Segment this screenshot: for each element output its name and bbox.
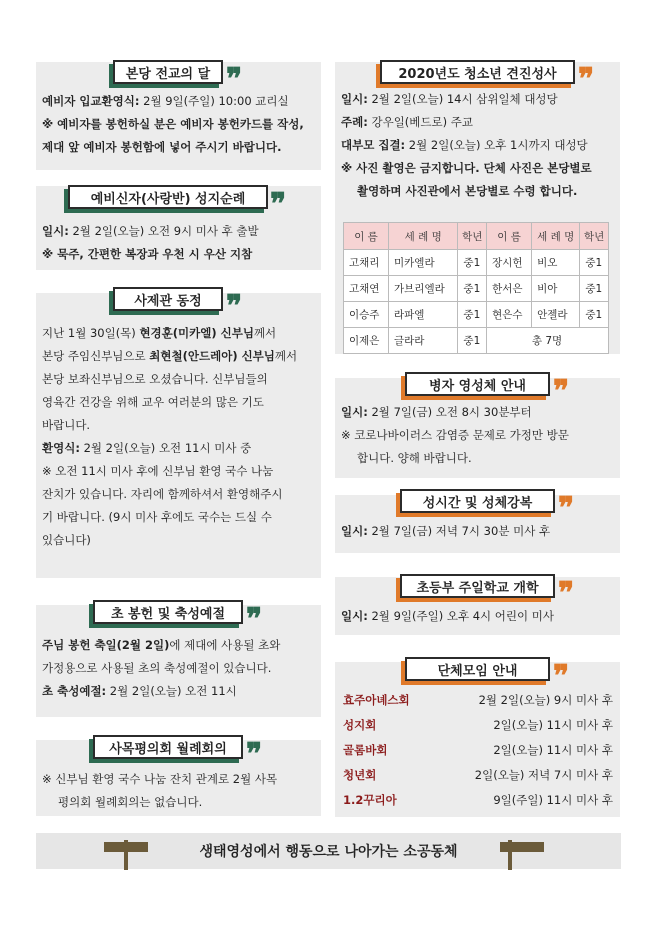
section-title-pilgrimage: 예비신자(사랑반) 성지순례	[68, 185, 268, 209]
table-cell: 중1	[458, 276, 487, 302]
table-header-row	[344, 223, 609, 250]
table-cell: 비오	[532, 250, 580, 276]
section-body-pilgrimage: 일시: 2월 2일(오늘) 오전 9시 미사 후 출발 ※ 묵주, 간편한 복장과 우천 시 우산 지참	[42, 224, 259, 261]
list-item: 골롬바회 2일(오늘) 11시 미사 후	[343, 743, 613, 757]
section-body-evangelization: 예비자 입교환영식: 2월 9일(주일) 10:00 교리실 ※ 예비자를 봉헌하실 분은 예비자 봉헌카드를 작성, 제대 앞 예비자 봉헌함에 넣어 주시기 바랍니다.	[42, 94, 304, 154]
table-cell: 중1	[580, 250, 609, 276]
quote-mark-icon: ❞	[270, 187, 287, 222]
section-title-candle-blessing: 초 봉헌 및 축성예절	[93, 600, 243, 624]
signpost-right-board-icon	[500, 842, 544, 852]
table-cell: 중1	[458, 250, 487, 276]
section-title-group-meetings: 단체모임 안내	[405, 657, 550, 681]
table-header-cell: 세 례 명	[389, 223, 458, 250]
table-cell: 글라라	[389, 328, 458, 354]
list-item: 효주아녜스회 2월 2일(오늘) 9시 미사 후	[343, 693, 613, 707]
table-cell: 장시헌	[487, 250, 532, 276]
section-title-council-meeting: 사목평의회 월례회의	[93, 735, 243, 759]
quote-mark-icon: ❞	[558, 491, 575, 526]
table-header-cell: 이 름	[344, 223, 389, 250]
footer-slogan: 생태영성에서 행동으로 나아가는 소공동체	[199, 844, 458, 860]
section-body-sunday-school: 일시: 2월 9일(주일) 오후 4시 어린이 미사	[341, 609, 554, 623]
list-item: 성지회 2일(오늘) 11시 미사 후	[343, 718, 613, 732]
quote-mark-icon: ❞	[553, 659, 570, 694]
table-header-cell: 이 름	[487, 223, 532, 250]
table-header-cell: 세 례 명	[532, 223, 580, 250]
quote-mark-icon: ❞	[553, 374, 570, 409]
section-title-evangelization: 본당 전교의 달	[113, 60, 223, 84]
section-body-council-meeting: ※ 신부님 환영 국수 나눔 잔치 관계로 2월 사목 평의회 월례회의는 없습니다.	[42, 772, 278, 809]
table-row	[344, 302, 609, 328]
table-cell: 고채리	[344, 250, 389, 276]
section-title-sick-communion: 병자 영성체 안내	[405, 372, 550, 396]
table-header-cell: 학년	[580, 223, 609, 250]
table-cell: 이제은	[344, 328, 389, 354]
quote-mark-icon: ❞	[246, 602, 263, 637]
table-cell: 라파엘	[389, 302, 458, 328]
section-title-confirmation: 2020년도 청소년 견진성사	[380, 60, 575, 84]
table-cell: 중1	[458, 302, 487, 328]
table-cell: 이승주	[344, 302, 389, 328]
list-item: 청년회 2일(오늘) 저녁 7시 미사 후	[343, 768, 613, 782]
quote-mark-icon: ❞	[246, 737, 263, 772]
section-body-rectory-news: 지난 1월 30일(목) 현경훈(미카엘) 신부님께서 본당 주임신부님으로 최현철(안드레아) 신부님께서 본당 보좌신부님으로 오셨습니다. 신부님들의 영육간 건강을 위해 교우 여러분의 많은 기도 바랍니다. 환영식: 2월 2일(오늘) 오전 11시 미사 중 ※ 오전 11시 미사 후에 신부님 환영 국수 나눔 잔치가 있습니다. 자리에 함께하셔서 환영해주시 기 바랍니다. (9시 미사 후에도 국수는 드실 수 있습니다)	[42, 326, 298, 547]
section-body-sick-communion: 일시: 2월 7일(금) 오전 8시 30분부터 ※ 코로나바이러스 감염증 문제로 가정만 방문 합니다. 양해 바랍니다.	[341, 405, 569, 465]
table-row	[344, 276, 609, 302]
group-meetings-list	[343, 688, 613, 813]
table-cell: 현은수	[487, 302, 532, 328]
table-cell: 가브리엘라	[389, 276, 458, 302]
section-title-sunday-school: 초등부 주일학교 개학	[400, 574, 555, 598]
quote-mark-icon: ❞	[578, 62, 595, 97]
section-body-holy-hour: 일시: 2월 7일(금) 저녁 7시 30분 미사 후	[341, 524, 551, 538]
signpost-left-board-icon	[104, 842, 148, 852]
table-total-cell: 총 7명	[487, 328, 609, 354]
section-title-holy-hour: 성시간 및 성체강복	[400, 489, 555, 513]
table-cell: 미카엘라	[389, 250, 458, 276]
table-cell: 안젤라	[532, 302, 580, 328]
table-row	[344, 328, 609, 354]
table-row	[344, 250, 609, 276]
table-cell: 중1	[580, 276, 609, 302]
quote-mark-icon: ❞	[226, 62, 243, 97]
confirmation-candidates-table	[343, 222, 609, 354]
table-cell: 중1	[458, 328, 487, 354]
section-title-rectory-news: 사제관 동정	[113, 287, 223, 311]
section-body-candle-blessing: 주님 봉헌 축일(2월 2일)에 제대에 사용될 초와 가정용으로 사용될 초의 축성예절이 있습니다. 초 축성예절: 2월 2일(오늘) 오전 11시	[42, 638, 281, 698]
quote-mark-icon: ❞	[558, 576, 575, 611]
table-cell: 한서은	[487, 276, 532, 302]
table-header-cell: 학년	[458, 223, 487, 250]
table-cell: 비아	[532, 276, 580, 302]
section-body-confirmation: 일시: 2월 2일(오늘) 14시 삼위일체 대성당 주례: 강우일(베드로) 주교 대부모 집결: 2월 2일(오늘) 오후 1시까지 대성당 ※ 사진 촬영은 금지합니다. 단체 사진은 본당별로 촬영하며 사진관에서 본당별로 수령 합니다.	[341, 92, 592, 198]
list-item: 1.2꾸리아 9일(주일) 11시 미사 후	[343, 793, 613, 807]
table-cell: 고채연	[344, 276, 389, 302]
quote-mark-icon: ❞	[226, 289, 243, 324]
table-cell: 중1	[580, 302, 609, 328]
